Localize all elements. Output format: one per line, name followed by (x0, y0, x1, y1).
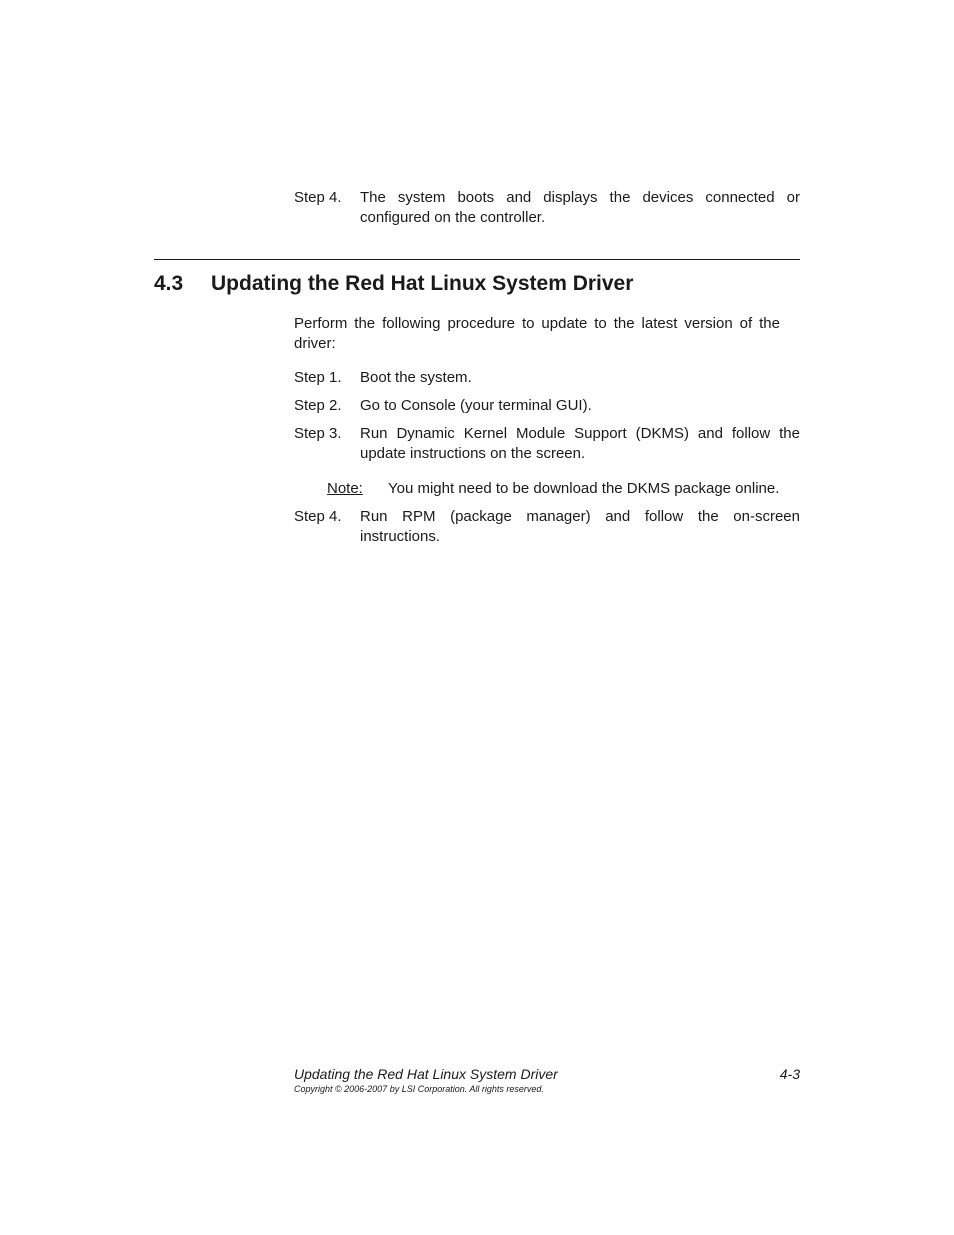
step-text: Run Dynamic Kernel Module Support (DKMS) and follow the update instructions on the screen. (360, 425, 800, 462)
step-label: Step 4. (294, 189, 342, 206)
section-title: Updating the Red Hat Linux System Driver (211, 272, 634, 295)
step-4 (294, 507, 800, 547)
step-text: Go to Console (your terminal GUI). (360, 397, 592, 414)
step-text: The system boots and displays the devices connected or configured on the controller. (360, 189, 800, 226)
step-label: Step 4. (294, 508, 342, 525)
step-label: Step 2. (294, 397, 342, 414)
page-number: 4-3 (779, 1066, 800, 1082)
footer-title: Updating the Red Hat Linux System Driver (294, 1066, 558, 1082)
step-label: Step 3. (294, 425, 342, 442)
section-number: 4.3 (154, 272, 184, 295)
step-text: Boot the system. (360, 369, 472, 386)
section-intro: Perform the following procedure to update to the latest version of the driver: (294, 315, 780, 352)
step-label: Step 1. (294, 369, 342, 386)
note-text: You might need to be download the DKMS package online. (388, 480, 780, 497)
step-text: Run RPM (package manager) and follow the on-screen instructions. (360, 508, 800, 545)
note (327, 479, 807, 499)
step-2 (294, 396, 800, 416)
section-divider (154, 259, 800, 260)
previous-step-4 (294, 188, 800, 228)
note-label: Note: (327, 480, 363, 497)
step-3 (294, 424, 800, 464)
copyright-notice: Copyright © 2006-2007 by LSI Corporation. All rights reserved. (294, 1084, 544, 1094)
section-heading (154, 270, 633, 298)
step-1 (294, 368, 800, 388)
